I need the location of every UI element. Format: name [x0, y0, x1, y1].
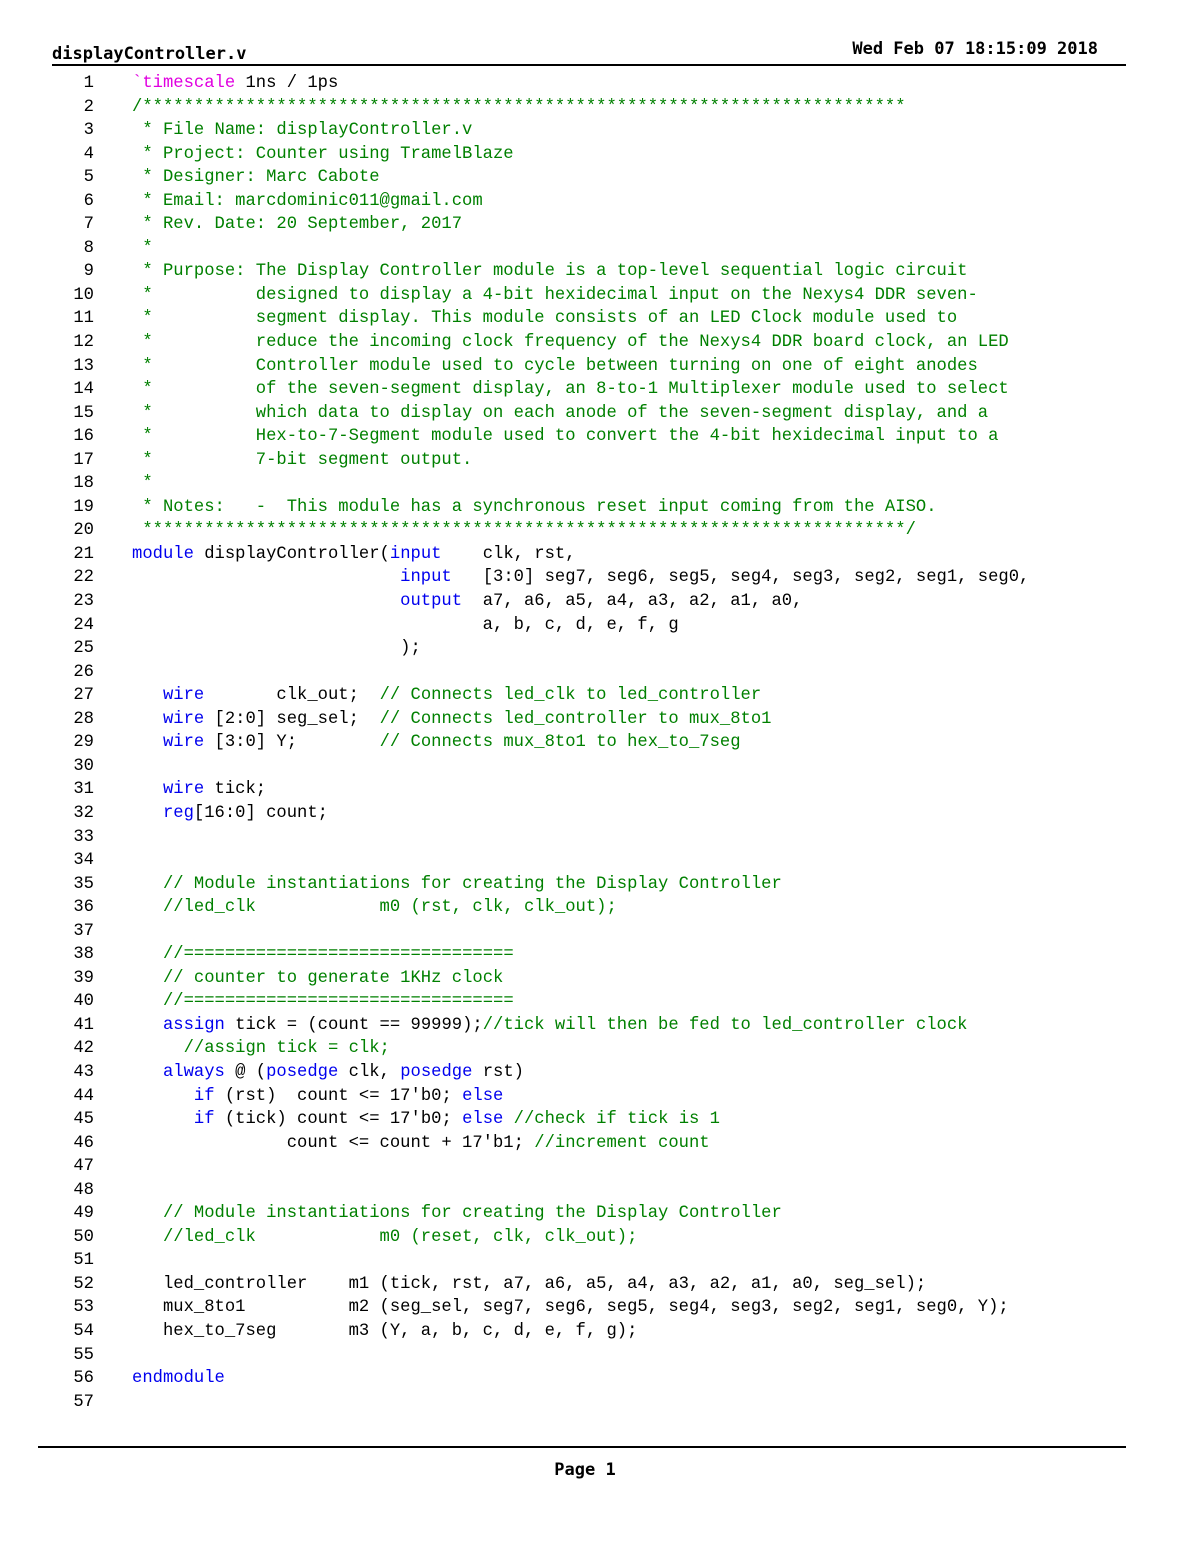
line-number: 57 — [73, 1392, 94, 1412]
line-text — [132, 1014, 967, 1038]
comment-token: // counter to generate 1KHz clock — [162, 968, 504, 988]
code-line — [0, 684, 1200, 708]
line-number: 24 — [73, 615, 94, 635]
line-number: 28 — [73, 709, 94, 729]
code-token — [503, 1110, 513, 1129]
line-text — [132, 708, 772, 732]
code-token: a7, a6, a5, a4, a3, a2, a1, a0, — [462, 592, 803, 612]
line-number: 37 — [73, 921, 94, 941]
code-line — [0, 143, 1200, 167]
code-token: hex_to_7seg m3 (Y, a, b, c, d, e, f, g); — [132, 1321, 638, 1341]
line-number: 54 — [73, 1321, 94, 1341]
line-text — [132, 307, 957, 331]
code-line — [0, 755, 1200, 779]
code-token: @ ( — [224, 1062, 267, 1082]
line-number: 17 — [73, 450, 94, 470]
line-number: 42 — [73, 1039, 94, 1059]
line-text — [132, 543, 576, 567]
line-number: 8 — [83, 238, 94, 258]
line-number: 31 — [73, 780, 94, 800]
line-text — [132, 119, 472, 143]
line-number: 18 — [73, 474, 94, 494]
keyword-token: always — [162, 1062, 225, 1082]
code-line — [0, 1249, 1200, 1273]
print-timestamp: Wed Feb 07 18:15:09 2018 — [852, 39, 1098, 59]
comment-token: // Connects led_controller to mux_8to1 — [379, 709, 772, 729]
code-token: [3:0] Y; — [204, 733, 380, 753]
code-token — [132, 1204, 163, 1223]
comment-token: // Module instantiations for creating the Display Controller — [162, 874, 782, 894]
comment-token: //tick will then be fed to led_controller clock — [482, 1015, 968, 1035]
keyword-token: if — [193, 1110, 215, 1130]
code-token: clk, rst, — [441, 544, 576, 564]
code-line — [0, 873, 1200, 897]
code-line — [0, 943, 1200, 967]
code-token: clk_out; — [204, 686, 380, 706]
code-line — [0, 284, 1200, 308]
line-text — [132, 496, 937, 520]
line-number: 23 — [73, 592, 94, 612]
keyword-token: endmodule — [132, 1369, 225, 1389]
comment-token: **************************************************************************/ — [132, 521, 916, 541]
line-number: 27 — [73, 686, 94, 706]
keyword-token: input — [400, 568, 452, 588]
file-name: displayController.v — [52, 44, 247, 64]
code-line — [0, 1108, 1200, 1132]
line-number: 5 — [83, 168, 94, 188]
line-text — [132, 637, 421, 661]
line-text — [132, 1061, 524, 1085]
line-number: 26 — [73, 662, 94, 682]
line-number: 4 — [83, 144, 94, 164]
code-token: (rst) count <= 17'b0; — [214, 1086, 463, 1106]
line-text — [132, 684, 761, 708]
code-token: [16:0] count; — [193, 803, 328, 823]
line-text — [132, 143, 514, 167]
line-number: 11 — [73, 309, 94, 329]
line-number: 47 — [73, 1157, 94, 1177]
code-line — [0, 1061, 1200, 1085]
line-text — [132, 1367, 225, 1391]
code-token — [132, 1016, 163, 1035]
code-line — [0, 731, 1200, 755]
code-line — [0, 378, 1200, 402]
page-header — [52, 38, 1126, 66]
code-line — [0, 166, 1200, 190]
code-token: a, b, c, d, e, f, g — [132, 615, 679, 635]
comment-token: //================================ — [162, 992, 514, 1012]
comment-token: //increment count — [534, 1133, 710, 1153]
code-line — [0, 119, 1200, 143]
code-token — [132, 969, 163, 988]
code-token — [132, 592, 400, 611]
line-number: 29 — [73, 733, 94, 753]
keyword-token: output — [400, 592, 463, 612]
line-number: 12 — [73, 333, 94, 353]
keyword-token: wire — [162, 686, 205, 706]
line-number: 33 — [73, 827, 94, 847]
code-line — [0, 519, 1200, 543]
comment-token: //led_clk m0 (reset, clk, clk_out); — [162, 1227, 638, 1247]
code-token — [132, 686, 163, 705]
code-token — [132, 898, 163, 917]
line-number: 38 — [73, 945, 94, 965]
comment-token: //assign tick = clk; — [183, 1039, 390, 1059]
code-line — [0, 237, 1200, 261]
line-text — [132, 731, 741, 755]
line-number: 32 — [73, 803, 94, 823]
line-text — [132, 990, 514, 1014]
keyword-token: wire — [162, 733, 205, 753]
line-text — [132, 896, 617, 920]
keyword-token: posedge — [400, 1062, 473, 1082]
code-token: displayController( — [193, 544, 390, 564]
line-text — [132, 566, 1029, 590]
comment-token: * File Name: displayController.v — [132, 121, 473, 141]
line-number: 48 — [73, 1180, 94, 1200]
code-line — [0, 425, 1200, 449]
code-token: rst) — [472, 1062, 524, 1082]
code-line — [0, 1296, 1200, 1320]
line-text — [132, 778, 266, 802]
code-token — [132, 1110, 194, 1129]
line-text — [132, 237, 153, 261]
keyword-token: wire — [162, 709, 205, 729]
code-token — [132, 710, 163, 729]
line-text — [132, 1108, 720, 1132]
code-line — [0, 1037, 1200, 1061]
line-number: 55 — [73, 1345, 94, 1365]
line-text — [132, 802, 328, 826]
comment-token: /************************************************************************** — [132, 97, 906, 117]
code-token: tick; — [204, 780, 267, 800]
line-number: 16 — [73, 427, 94, 447]
comment-token: * designed to display a 4-bit hexidecimal input on the Nexys4 DDR seven- — [132, 285, 978, 305]
line-text — [132, 1202, 782, 1226]
comment-token: * Rev. Date: 20 September, 2017 — [132, 215, 463, 235]
line-number: 56 — [73, 1369, 94, 1389]
code-token: [2:0] seg_sel; — [204, 709, 380, 729]
footer-divider — [38, 1446, 1126, 1448]
code-line — [0, 96, 1200, 120]
code-line — [0, 661, 1200, 685]
line-number: 1 — [83, 74, 94, 93]
comment-token: * — [132, 474, 153, 494]
code-line — [0, 802, 1200, 826]
line-number: 43 — [73, 1062, 94, 1082]
code-token — [132, 1039, 184, 1058]
line-number: 3 — [83, 121, 94, 141]
comment-token: * Hex-to-7-Segment module used to convert the 4-bit hexidecimal input to a — [132, 427, 999, 447]
code-line — [0, 708, 1200, 732]
code-token — [132, 1063, 163, 1082]
line-number: 25 — [73, 639, 94, 659]
code-line — [0, 1367, 1200, 1391]
comment-token: * Controller module used to cycle between turning on one of eight anodes — [132, 356, 978, 376]
line-number: 7 — [83, 215, 94, 235]
code-line — [0, 1273, 1200, 1297]
line-text — [132, 1320, 637, 1344]
line-number: 22 — [73, 568, 94, 588]
code-token — [132, 1087, 194, 1106]
line-text — [132, 190, 483, 214]
keyword-token: reg — [162, 803, 194, 823]
line-number: 2 — [83, 97, 94, 117]
line-text — [132, 1037, 390, 1061]
line-text — [132, 873, 782, 897]
code-line — [0, 826, 1200, 850]
code-line — [0, 355, 1200, 379]
keyword-token: input — [389, 544, 442, 564]
comment-token: * — [132, 238, 153, 258]
line-number: 14 — [73, 380, 94, 400]
code-line — [0, 496, 1200, 520]
line-text — [132, 590, 802, 614]
line-text — [132, 166, 380, 190]
line-text — [132, 355, 978, 379]
line-text — [132, 378, 1009, 402]
line-number: 13 — [73, 356, 94, 376]
comment-token: // Connects mux_8to1 to hex_to_7seg — [379, 733, 741, 753]
code-token — [132, 733, 163, 752]
line-number: 35 — [73, 874, 94, 894]
line-text — [132, 425, 998, 449]
comment-token: * Project: Counter using TramelBlaze — [132, 144, 514, 164]
line-text — [132, 472, 153, 496]
line-text — [132, 449, 472, 473]
code-line — [0, 1202, 1200, 1226]
code-token: count <= count + 17'b1; — [132, 1133, 535, 1153]
line-text — [132, 1226, 637, 1250]
line-number: 41 — [73, 1015, 94, 1035]
code-line — [0, 778, 1200, 802]
code-line — [0, 213, 1200, 237]
code-line — [0, 260, 1200, 284]
code-line — [0, 920, 1200, 944]
line-text — [132, 1132, 710, 1156]
line-text — [132, 331, 1009, 355]
line-number: 19 — [73, 497, 94, 517]
comment-token: * Notes: - This module has a synchronous reset input coming from the AISO. — [132, 497, 937, 517]
code-line — [0, 331, 1200, 355]
code-token: [3:0] seg7, seg6, seg5, seg4, seg3, seg2, seg1, seg0, — [451, 568, 1030, 588]
comment-token: //check if tick is 1 — [513, 1110, 720, 1130]
code-token — [132, 875, 163, 894]
keyword-token: assign — [162, 1015, 225, 1035]
comment-token: // Module instantiations for creating the Display Controller — [162, 1204, 782, 1224]
line-number: 20 — [73, 521, 94, 541]
code-line — [0, 1226, 1200, 1250]
code-line — [0, 1391, 1200, 1415]
line-number: 40 — [73, 992, 94, 1012]
line-text — [132, 1085, 503, 1109]
line-text — [132, 260, 967, 284]
keyword-token: else — [462, 1086, 504, 1106]
line-number: 21 — [73, 544, 94, 564]
code-token: mux_8to1 m2 (seg_sel, seg7, seg6, seg5, seg4, seg3, seg2, seg1, seg0, Y); — [132, 1298, 1009, 1318]
comment-token: // Connects led_clk to led_controller — [379, 686, 762, 706]
line-number: 34 — [73, 851, 94, 871]
code-token: led_controller m1 (tick, rst, a7, a6, a5, a4, a3, a2, a1, a0, seg_sel); — [132, 1274, 927, 1294]
code-line — [0, 614, 1200, 638]
code-line — [0, 449, 1200, 473]
keyword-token: posedge — [266, 1062, 339, 1082]
comment-token: * of the seven-segment display, an 8-to-1 Multiplexer module used to select — [132, 380, 1009, 400]
line-number: 44 — [73, 1086, 94, 1106]
code-line — [0, 307, 1200, 331]
line-number: 52 — [73, 1274, 94, 1294]
code-line — [0, 566, 1200, 590]
code-line — [0, 1344, 1200, 1368]
comment-token: * segment display. This module consists of an LED Clock module used to — [132, 309, 958, 329]
line-number: 6 — [83, 191, 94, 211]
line-number: 10 — [73, 285, 94, 305]
line-number: 50 — [73, 1227, 94, 1247]
code-line — [0, 1132, 1200, 1156]
line-number: 30 — [73, 756, 94, 776]
code-line — [0, 72, 1200, 96]
line-text — [132, 72, 338, 96]
line-text — [132, 943, 514, 967]
code-token: 1ns / 1ps — [235, 74, 339, 93]
code-line — [0, 1014, 1200, 1038]
line-number: 53 — [73, 1298, 94, 1318]
code-line — [0, 1155, 1200, 1179]
line-text — [132, 614, 679, 638]
comment-token: * reduce the incoming clock frequency of the Nexys4 DDR board clock, an LED — [132, 333, 1009, 353]
code-line — [0, 1179, 1200, 1203]
line-number: 49 — [73, 1204, 94, 1224]
line-text — [132, 519, 916, 543]
code-line — [0, 590, 1200, 614]
comment-token: * Designer: Marc Cabote — [132, 168, 380, 188]
code-token: ); — [132, 639, 421, 659]
line-number: 39 — [73, 968, 94, 988]
directive-token: `timescale — [132, 74, 236, 93]
code-line — [0, 990, 1200, 1014]
keyword-token: if — [193, 1086, 215, 1106]
page-number: Page 1 — [554, 1460, 616, 1480]
code-token — [132, 945, 163, 964]
keyword-token: else — [462, 1110, 504, 1130]
comment-token: //led_clk m0 (rst, clk, clk_out); — [162, 898, 617, 918]
line-text — [132, 284, 978, 308]
line-number: 51 — [73, 1251, 94, 1271]
line-text — [132, 402, 988, 426]
line-number: 45 — [73, 1110, 94, 1130]
line-text — [132, 967, 503, 991]
line-text — [132, 1273, 926, 1297]
code-line — [0, 190, 1200, 214]
code-token — [132, 568, 400, 587]
code-line — [0, 637, 1200, 661]
line-text — [132, 213, 462, 237]
code-token — [132, 804, 163, 823]
code-line — [0, 1085, 1200, 1109]
code-token: tick = (count == 99999); — [224, 1015, 483, 1035]
code-token: (tick) count <= 17'b0; — [214, 1110, 463, 1130]
line-number: 46 — [73, 1133, 94, 1153]
code-listing — [0, 72, 1200, 1414]
line-text — [132, 1296, 1009, 1320]
code-line — [0, 402, 1200, 426]
keyword-token: module — [132, 544, 194, 564]
code-token — [132, 1228, 163, 1247]
code-line — [0, 849, 1200, 873]
code-line — [0, 896, 1200, 920]
line-text — [132, 96, 906, 120]
code-line — [0, 472, 1200, 496]
comment-token: * which data to display on each anode of the seven-segment display, and a — [132, 403, 989, 423]
code-line — [0, 543, 1200, 567]
keyword-token: wire — [162, 780, 205, 800]
line-number: 15 — [73, 403, 94, 423]
comment-token: * Email: marcdominic011@gmail.com — [132, 191, 483, 211]
code-line — [0, 1320, 1200, 1344]
comment-token: //================================ — [162, 945, 514, 965]
code-token: clk, — [338, 1062, 401, 1082]
line-number: 9 — [83, 262, 94, 282]
code-line — [0, 967, 1200, 991]
code-token — [132, 992, 163, 1011]
comment-token: * Purpose: The Display Controller module is a top-level sequential logic circuit — [132, 262, 968, 282]
comment-token: * 7-bit segment output. — [132, 450, 473, 470]
code-token — [132, 780, 163, 799]
line-number: 36 — [73, 898, 94, 918]
